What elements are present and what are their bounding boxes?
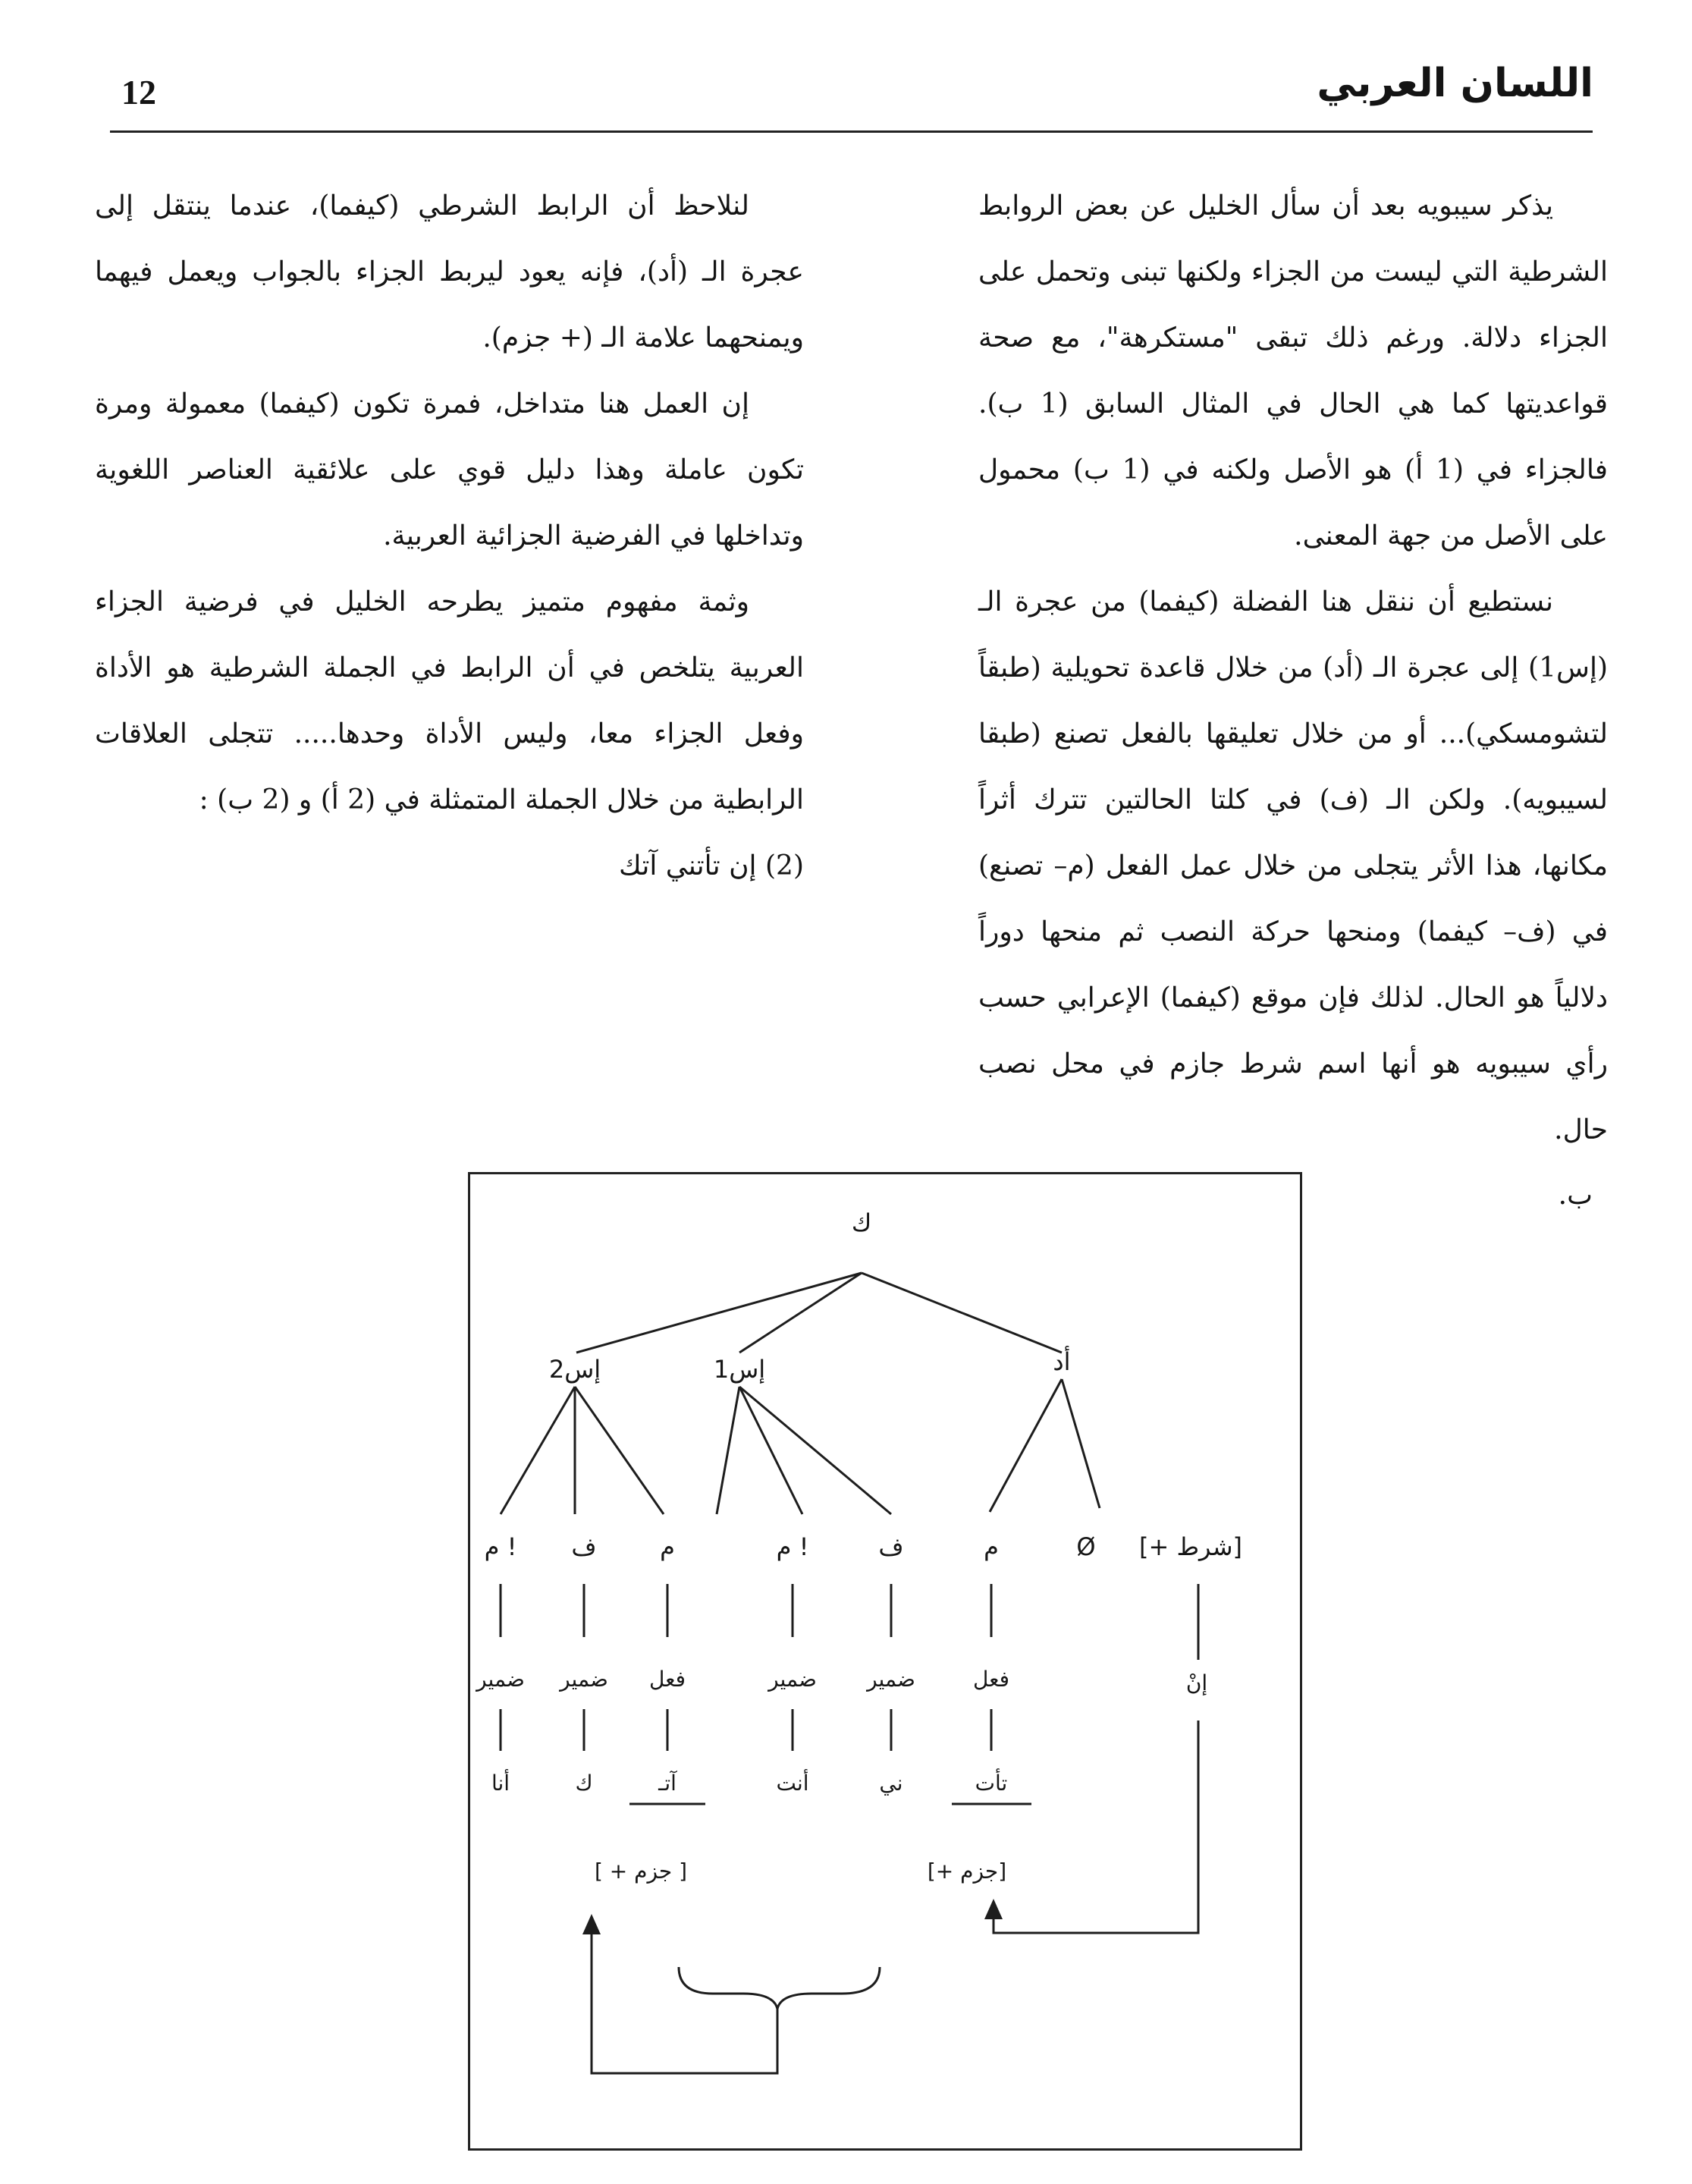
- tree-edge: [739, 1387, 891, 1514]
- word-anta: أنت: [776, 1771, 809, 1796]
- paragraph: لنلاحظ أن الرابط الشرطي (كيفما)، عندما ينتقل إلى عجرة الـ (أد)، فإنه يعود ليربط الجزاء بالجواب ويعمل فيهما ويمنحهما علامة الـ (+ جزم).: [95, 190, 804, 354]
- node-is1: إس1: [713, 1355, 766, 1384]
- tree-edge: [501, 1387, 575, 1514]
- figure-label: ب.: [1558, 1180, 1593, 1211]
- node-is2-fi3l: فعل: [648, 1667, 686, 1692]
- word-ta2ti: تأت: [975, 1771, 1008, 1796]
- node-empty: Ø: [1076, 1532, 1096, 1561]
- node-is1-f: ف: [878, 1532, 904, 1561]
- node-is1-damir2: ضمير: [768, 1667, 817, 1692]
- tree-edge: [990, 1379, 1062, 1512]
- word-aat: آتـ: [658, 1771, 676, 1796]
- arrowhead: [984, 1899, 1003, 1919]
- node-is1-m: م: [984, 1532, 999, 1561]
- word-ni: ني: [879, 1771, 903, 1796]
- jazm-right: [+ جزم]: [927, 1859, 1007, 1884]
- left-column: [95, 173, 804, 899]
- word-ana: أنا: [491, 1771, 510, 1796]
- node-is2-f: ف: [571, 1532, 597, 1561]
- node-is2: إس2: [548, 1355, 601, 1384]
- tree-edge: [717, 1387, 739, 1514]
- syntax-tree-figure: [468, 1172, 1302, 2151]
- example-sentence: (2) إن تأتني آتك: [618, 850, 804, 881]
- right-column: [978, 173, 1608, 1163]
- arrowhead: [582, 1914, 601, 1934]
- page-number: 12: [121, 73, 156, 112]
- node-shart: [+ شرط]: [1138, 1532, 1243, 1561]
- node-is1-m2: م !: [776, 1532, 809, 1561]
- word-k: ك: [575, 1771, 593, 1796]
- arrow-in-to-jazm: [994, 1720, 1198, 1933]
- journal-title: اللسان العربي: [1317, 61, 1593, 106]
- tree-edge: [862, 1273, 1062, 1353]
- node-in: إنْ: [1185, 1670, 1208, 1695]
- syntax-tree-diagram: [470, 1174, 1304, 2153]
- node-is1-damir: ضمير: [867, 1667, 915, 1692]
- tree-root: ك: [851, 1208, 872, 1237]
- node-is1-fi3l: فعل: [972, 1667, 1010, 1692]
- paragraph: نستطيع أن ننقل هنا الفضلة (كيفما) من عجرة الـ (إس1) إلى عجرة الـ (أد) من خلال قاعدة تحويلية (طبقاً لتشومسكي)... أو من خلال تعليقها بالفعل تصنع (طبقا لسيبويه). ولكن الـ (ف) في كلتا الحالتين تترك أثراً مكانها، هذا الأثر يتجلى من خلال عمل الفعل (م– تصنع) في (ف– كيفما) ومنحها حركة النصب ثم منحها دوراً دلالياً هو الحال. لذلك فإن موقع (كيفما) الإعرابي حسب رأي سيبويه هو أنها اسم شرط جازم في محل نصب حال.: [978, 586, 1609, 1145]
- tree-edge: [739, 1387, 802, 1514]
- brace: [679, 1967, 880, 2009]
- jazm-left: [ + جزم ]: [594, 1859, 688, 1884]
- node-is2-damir2: ضمير: [476, 1667, 525, 1692]
- paragraph: إن العمل هنا متداخل، فمرة تكون (كيفما) معمولة ومرة تكون عاملة وهذا دليل قوي على علائقية العناصر اللغوية وتداخلها في الفرضية الجزائية العربية.: [95, 388, 804, 551]
- node-ad: أد: [1053, 1347, 1071, 1376]
- node-is2-m: م: [660, 1532, 675, 1561]
- node-is2-m2: م !: [484, 1532, 517, 1561]
- tree-edge: [576, 1273, 862, 1353]
- tree-edge: [739, 1273, 862, 1353]
- paragraph: وثمة مفهوم متميز يطرحه الخليل في فرضية الجزاء العربية يتلخص في أن الرابط في الجملة الشرطية هو الأداة وفعل الجزاء معا، وليس الأداة وحدها..... تتجلى العلاقات الرابطية من خلال الجملة المتمثلة في (2 أ) و (2 ب) :: [95, 586, 804, 815]
- tree-edge: [575, 1387, 664, 1514]
- header-rule: [110, 130, 1593, 133]
- tree-edge: [1062, 1379, 1100, 1508]
- arrow-brace-to-jazm: [592, 1933, 777, 2073]
- paragraph: يذكر سيبويه بعد أن سأل الخليل عن بعض الروابط الشرطية التي ليست من الجزاء ولكنها تبنى وتحمل على الجزاء دلالة. ورغم ذلك تبقى "مستكرهة"، مع صحة قواعديتها كما هي الحال في المثال السابق (1 ب). فالجزاء في (1 أ) هو الأصل ولكنه في (1 ب) محمول على الأصل من جهة المعنى.: [978, 190, 1609, 551]
- node-is2-damir: ضمير: [560, 1667, 608, 1692]
